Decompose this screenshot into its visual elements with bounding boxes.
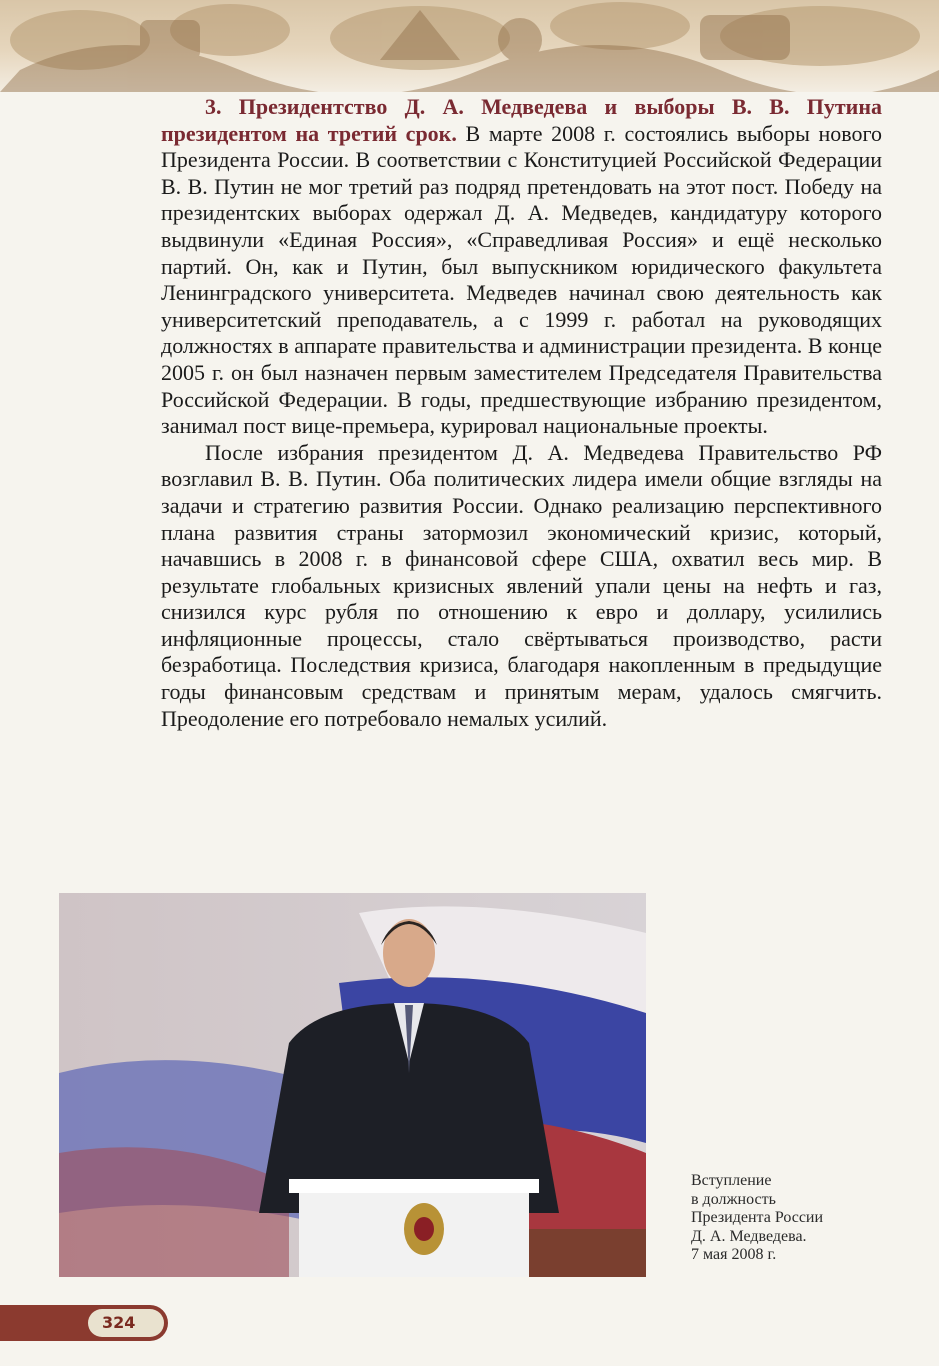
photo-icon: [59, 893, 646, 1277]
page-number-tab: [0, 1305, 168, 1341]
paragraph-1: [161, 94, 882, 440]
page-number: 324: [102, 1313, 136, 1332]
inauguration-photo: [59, 893, 646, 1277]
caption-line: в должность: [691, 1190, 776, 1208]
photo-caption: [691, 1172, 891, 1265]
article-body: [161, 94, 882, 732]
caption-line: 7 мая 2008 г.: [691, 1246, 777, 1264]
section-heading: 3. Президентство Д. А. Медведева и выборы В. В. Путина президентом на третий срок.: [161, 94, 882, 146]
caption-line: Д. А. Медведева.: [691, 1227, 807, 1245]
paragraph-2: После избрания президентом Д. А. Медведева Правительство РФ возглавил В. В. Путин. Оба политических лидера имели общие взгляды на задачи и стратегию развития России. Однако реализацию перспективного плана развития страны затормозил экономический кризис, который, начавшись в 2008 г. в финансовой сфере США, охватил весь мир. В результате глобальных кризисных явлений упали цены на нефть и газ, снизился курс рубля по отношению к евро и доллару, усилились инфляционные процессы, стало свёртываться производство, расти безработица. Последствия кризиса, благодаря накопленным в предыдущие годы финансовым средствам и принятым мерам, удалось смягчить. Преодоление его потребовало немалых усилий.: [161, 439, 882, 731]
historical-ornament-icon: [0, 0, 939, 92]
caption-line: Президента России: [691, 1209, 824, 1227]
page-number-pill: [88, 1309, 164, 1337]
caption-line: Вступление: [691, 1172, 772, 1189]
header-decoration: [0, 0, 939, 92]
paragraph-1-text: В марте 2008 г. состоялись выборы нового Президента России. В соответствии с Конституцией Российской Федерации В. В. Путин не мог третий раз подряд претендовать на этот пост. Победу на президентских выборах одержал Д. А. Медведев, кандидатуру которого выдвинули «Единая Россия», «Справедливая Россия» и ещё несколько партий. Он, как и Путин, был выпускником юридического факультета Ленинградского университета. Медведев начинал свою деятельность как университетский преподаватель, а с 1999 г. работал на руководящих должностях в аппарате правительства и администрации президента. В конце 2005 г. он был назначен первым заместителем Председателя Правительства Российской Федерации. В годы, предшествующие избранию президентом, занимал пост вице-премьера, курировал национальные проекты.: [161, 120, 883, 439]
